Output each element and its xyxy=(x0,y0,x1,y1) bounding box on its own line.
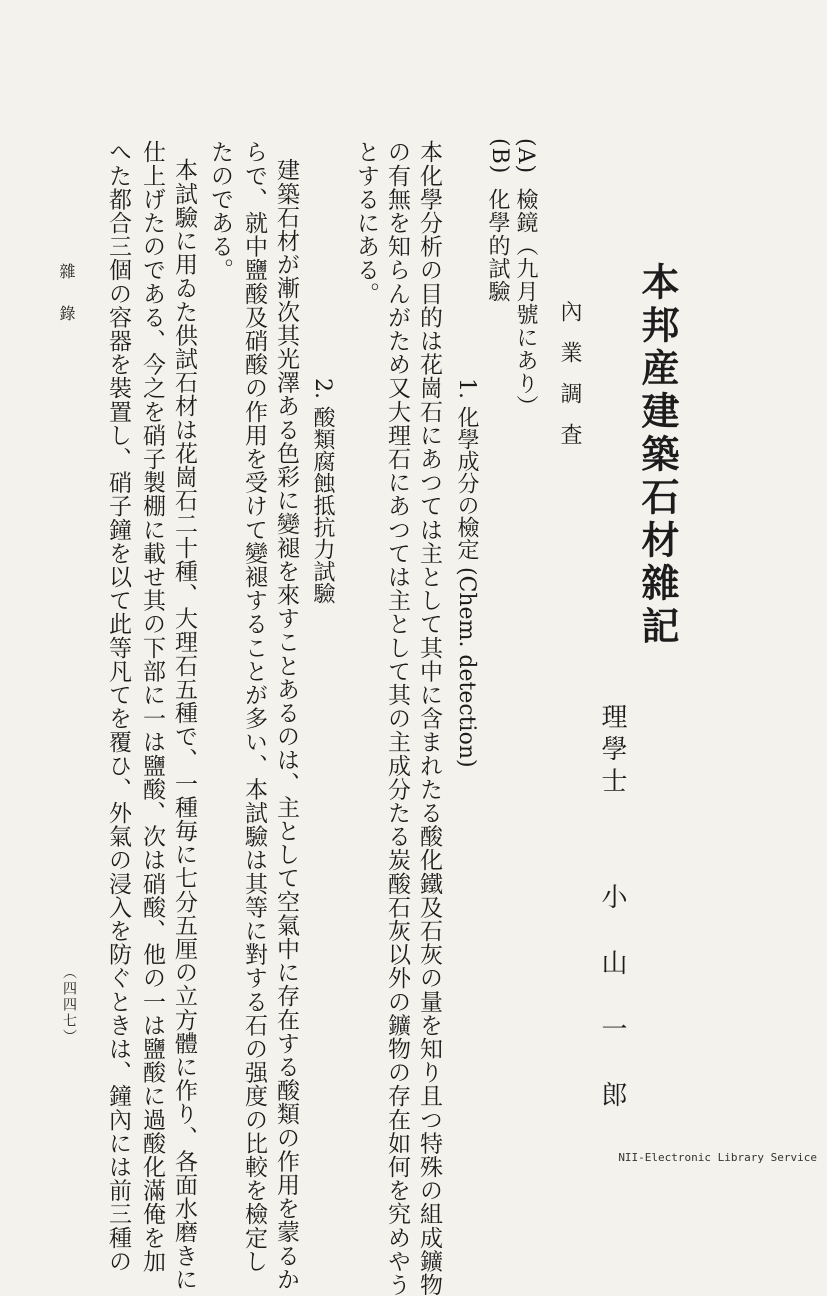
label-a: (A) xyxy=(513,138,538,175)
author-degree: 理學士 xyxy=(597,703,627,799)
item-a: 檢鏡（九月號にあり） xyxy=(513,188,538,418)
body-line: の有無を知らんがため又大理石にあつては主として其の主成分たる炭酸石灰以外の鑛物の存在如何を究めやう xyxy=(384,140,410,1296)
body-line: 仕上げたのである、今之を硝子製棚に載せ其の下部に一は鹽酸、次は硝酸、他の一は鹽酸に過酸化滿俺を加 xyxy=(139,140,165,1273)
subsection-2-heading: 2. 酸類腐蝕抵抗力試驗 xyxy=(310,378,335,604)
body-line: 本試驗に用ゐた供試石材は花崗石二十種、大理石五種で、一種毎に七分五厘の立方體に作り、各面水磨きに xyxy=(171,158,197,1291)
body-line: 本化學分析の目的は花崗石にあつては主として其中に含まれたる酸化鐵及石灰の量を知り且つ特殊の組成鑛物 xyxy=(416,140,442,1296)
author-name: 小山一郎 xyxy=(597,883,627,1147)
body-line: らで、就中鹽酸及硝酸の作用を受けて變褪することが多い、本試驗は其等に對する石の强度の比較を檢定し xyxy=(241,140,267,1273)
section-heading: 內業調査 xyxy=(557,300,582,464)
body-line: へた都合三個の容器を裝置し、硝子鐘を以て此等凡てを覆ひ、外氣の浸入を防ぐときは、鐘內には前三種の xyxy=(105,140,131,1273)
running-section-title: 雜錄 xyxy=(57,263,76,347)
watermark-text: NII-Electronic Library Service xyxy=(618,1151,817,1164)
body-line: 建築石材が漸次其光澤ある色彩に變褪を來すことあるのは、主として空氣中に存在する酸類の作用を蒙るか xyxy=(273,158,299,1291)
author-line xyxy=(599,703,625,1147)
body-line: とするにある。 xyxy=(353,140,379,306)
page-number: （四四七） xyxy=(61,965,77,1045)
article-title: 本邦産建築石材雜記 xyxy=(635,262,680,649)
item-b: 化學的試驗 xyxy=(485,188,510,303)
subsection-1-heading: 1. 化學成分の檢定 (Chem. detection) xyxy=(454,378,479,768)
body-line: たのである。 xyxy=(207,140,233,282)
label-b: (B) xyxy=(487,138,512,175)
